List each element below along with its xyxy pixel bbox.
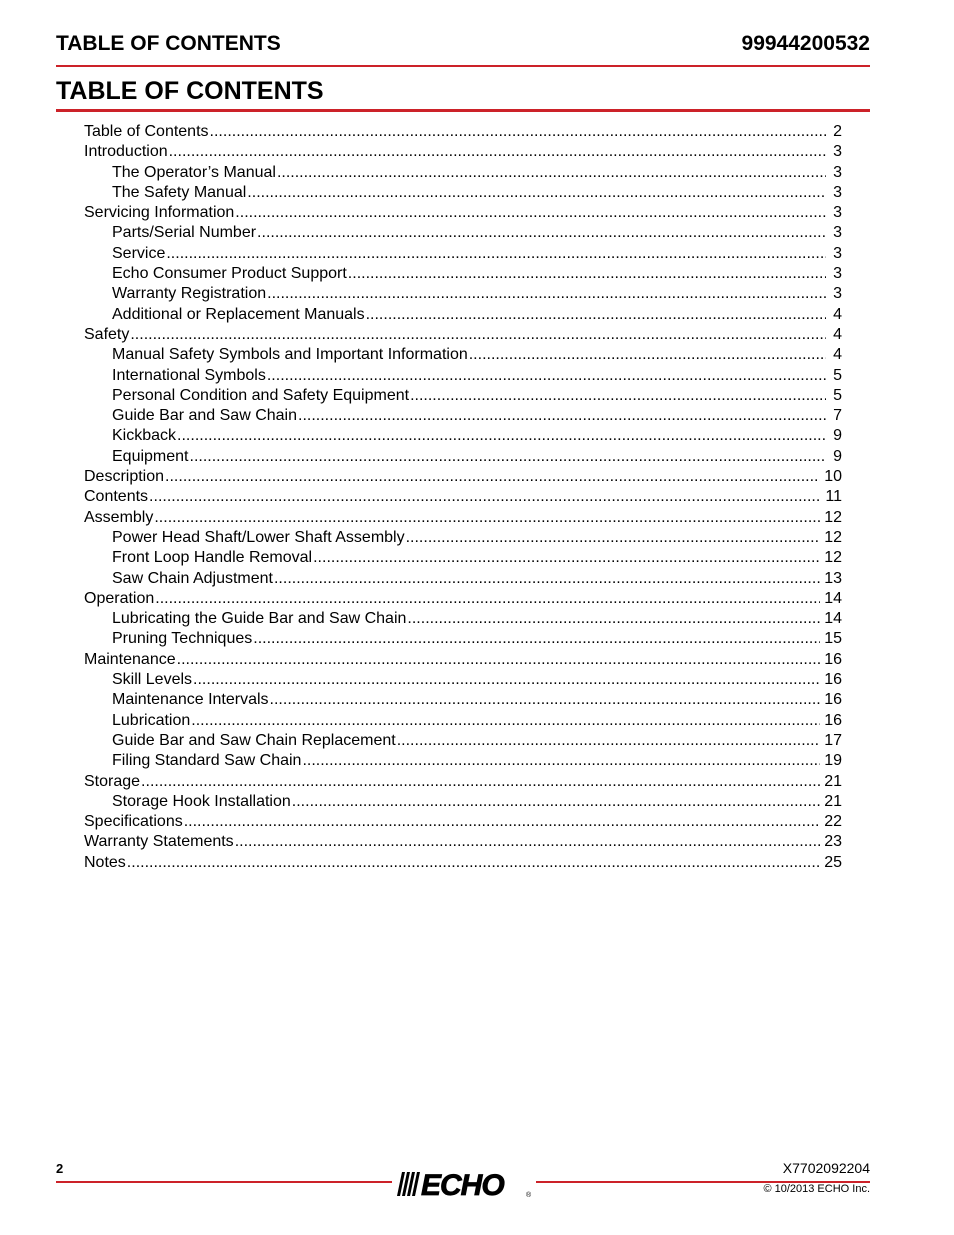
toc-entry-page: 5 [833,366,842,384]
toc-entry-title: Table of Contents [84,123,209,140]
toc-entry-page: 21 [824,772,842,790]
toc-entry-title: Front Loop Handle Removal [112,549,313,567]
toc-entry-page: 9 [833,447,842,465]
toc-dot-leader [191,711,820,731]
toc-entry-title: Safety [84,325,130,343]
toc-dot-leader [348,264,826,284]
toc-dot-leader [193,670,820,690]
toc-dot-leader [267,284,826,304]
toc-dot-leader [127,853,820,873]
toc-entry-page: 16 [824,671,842,689]
toc-entry[interactable] [84,366,842,386]
toc-dot-leader [302,751,820,771]
toc-entry[interactable] [84,305,842,325]
toc-entry[interactable] [84,244,842,264]
toc-entry-page: 13 [824,569,842,587]
toc-entry[interactable] [84,731,842,751]
toc-entry-title: International Symbols [112,366,266,384]
toc-entry-title: Pruning Techniques [112,630,253,648]
toc-entry[interactable] [84,406,842,426]
toc-entry[interactable] [84,589,842,609]
echo-logo-registered: ® [526,1192,532,1199]
toc-entry[interactable] [84,569,842,589]
toc-entry-title: Service [112,244,166,262]
toc-entry-page: 21 [824,792,842,810]
toc-entry-title: Storage [84,772,141,790]
toc-dot-leader [313,548,820,568]
toc-entry[interactable] [84,345,842,365]
toc-entry-title: Manual Safety Symbols and Important Information [112,346,468,364]
toc-entry[interactable] [84,426,842,446]
toc-dot-leader [190,447,827,467]
toc-entry-title: Specifications [84,813,183,831]
toc-dot-leader [257,223,826,243]
toc-dot-leader [274,569,820,589]
toc-entry-page: 14 [824,610,842,628]
toc-entry[interactable] [84,447,842,467]
toc-entry-title: Saw Chain Adjustment [112,569,273,587]
toc-entry-title: Warranty Statements [84,833,234,851]
toc-entry-page: 5 [833,386,842,404]
toc-dot-leader [155,589,820,609]
toc-entry-page: 9 [833,427,842,445]
toc-entry-title: Lubrication [112,711,191,729]
page-header [56,30,870,58]
toc-entry[interactable] [84,772,842,792]
header-title: TABLE OF CONTENTS [56,32,281,55]
toc-entry-title: The Operator’s Manual [112,163,276,181]
toc-entry[interactable] [84,690,842,710]
toc-entry[interactable] [84,751,842,771]
toc-entry-title: Guide Bar and Saw Chain [112,407,297,425]
toc-entry[interactable] [84,284,842,304]
toc-entry[interactable] [84,467,842,487]
toc-entry-page: 12 [824,549,842,567]
toc-entry-page: 16 [824,691,842,709]
toc-entry-title: Notes [84,853,126,871]
toc-dot-leader [177,426,826,446]
toc-entry-page: 7 [833,407,842,425]
toc-dot-leader [154,508,820,528]
header-divider [56,65,870,67]
toc-entry-title: The Safety Manual [112,183,247,201]
toc-entry-title: Echo Consumer Product Support [112,265,347,283]
toc-dot-leader [141,772,820,792]
toc-dot-leader [277,163,826,183]
toc-entry-page: 16 [824,650,842,668]
toc-entry-title: Operation [84,589,155,607]
toc-dot-leader [184,812,820,832]
footer-rule-left [56,1181,392,1183]
toc-dot-leader [149,487,821,507]
toc-entry-page: 10 [824,468,842,486]
toc-entry-page: 4 [833,305,842,323]
toc-entry-title: Introduction [84,143,168,161]
header-part-number: 99944200532 [741,32,870,55]
toc-entry-page: 11 [825,488,842,506]
toc-entry-page: 12 [824,508,842,526]
toc-entry[interactable] [84,122,842,142]
toc-entry-page: 3 [833,285,842,303]
toc-entry[interactable] [84,203,842,223]
toc-entry-page: 3 [833,244,842,262]
toc-entry-title: Assembly [84,508,154,526]
toc-dot-leader [177,650,821,670]
toc-dot-leader [210,122,826,142]
toc-entry-title: Power Head Shaft/Lower Shaft Assembly [112,528,405,546]
toc-entry-title: Contents [84,488,149,506]
toc-dot-leader [298,406,826,426]
toc-entry-page: 23 [824,833,842,851]
toc-entry-page: 3 [833,183,842,201]
toc-entry-page: 22 [824,813,842,831]
toc-dot-leader [410,386,826,406]
toc-dot-leader [397,731,820,751]
section-title: TABLE OF CONTENTS [56,77,324,105]
echo-logo [392,1166,536,1200]
toc-entry-page: 19 [824,752,842,770]
toc-entry[interactable] [84,508,842,528]
toc-entry[interactable] [84,325,842,345]
echo-logo-text: ECHO [421,1169,504,1200]
toc-entry-page: 3 [833,265,842,283]
toc-dot-leader [406,528,821,548]
toc-dot-leader [235,203,826,223]
toc-dot-leader [469,345,826,365]
toc-entry[interactable] [84,670,842,690]
toc-entry[interactable] [84,650,842,670]
toc-entry[interactable] [84,853,842,873]
toc-dot-leader [407,609,820,629]
toc-dot-leader [169,142,826,162]
toc-entry[interactable] [84,711,842,731]
toc-entry-page: 25 [824,853,842,871]
toc-dot-leader [292,792,820,812]
toc-entry-page: 14 [824,589,842,607]
toc-entry-page: 15 [824,630,842,648]
toc-entry[interactable] [84,264,842,284]
toc-entry-page: 17 [824,731,842,749]
toc-entry[interactable] [84,528,842,548]
toc-entry[interactable] [84,792,842,812]
toc-entry[interactable] [84,812,842,832]
toc-dot-leader [247,183,826,203]
toc-entry[interactable] [84,609,842,629]
toc-entry-page: 3 [833,143,842,161]
footer-doc-code: X7702092204 [782,1160,870,1176]
toc-entry-title: Additional or Replacement Manuals [112,305,365,323]
toc-dot-leader [165,467,820,487]
toc-entry[interactable] [84,386,842,406]
toc-entry-page: 2 [833,123,842,140]
toc-entry[interactable] [84,487,842,507]
toc-entry-title: Personal Condition and Safety Equipment [112,386,410,404]
toc-entry-title: Description [84,468,165,486]
footer-copyright: © 10/2013 ECHO Inc. [763,1183,870,1195]
toc-entry-title: Lubricating the Guide Bar and Saw Chain [112,610,407,628]
toc-entry[interactable] [84,163,842,183]
toc-dot-leader [267,366,826,386]
toc-dot-leader [166,244,826,264]
toc-entry-title: Servicing Information [84,204,235,222]
toc-entry-title: Maintenance [84,650,176,668]
toc-entry-page: 4 [833,325,842,343]
toc-entry[interactable] [84,548,842,568]
toc-entry[interactable] [84,832,842,852]
echo-logo-stripes [397,1172,420,1196]
toc-entry-title: Maintenance Intervals [112,691,269,709]
toc-dot-leader [270,690,821,710]
toc-entry-title: Storage Hook Installation [112,792,291,810]
section-divider [56,109,870,112]
toc-dot-leader [130,325,826,345]
toc-list [84,122,842,873]
toc-entry[interactable] [84,629,842,649]
toc-entry[interactable] [84,183,842,203]
toc-dot-leader [253,629,820,649]
toc-entry-title: Parts/Serial Number [112,224,257,242]
toc-dot-leader [235,832,821,852]
toc-entry-page: 3 [833,163,842,181]
toc-dot-leader [366,305,826,325]
toc-entry-page: 16 [824,711,842,729]
toc-entry-title: Filing Standard Saw Chain [112,752,302,770]
toc-entry-title: Guide Bar and Saw Chain Replacement [112,731,396,749]
footer-page-number: 2 [56,1161,64,1176]
toc-entry-title: Warranty Registration [112,285,267,303]
toc-entry[interactable] [84,223,842,243]
toc-entry[interactable] [84,142,842,162]
toc-entry-page: 12 [824,528,842,546]
toc-entry-page: 4 [833,346,842,364]
toc-entry-title: Equipment [112,447,189,465]
toc-entry-title: Skill Levels [112,671,193,689]
toc-entry-page: 3 [833,224,842,242]
toc-entry-page: 3 [833,204,842,222]
toc-entry-title: Kickback [112,427,177,445]
